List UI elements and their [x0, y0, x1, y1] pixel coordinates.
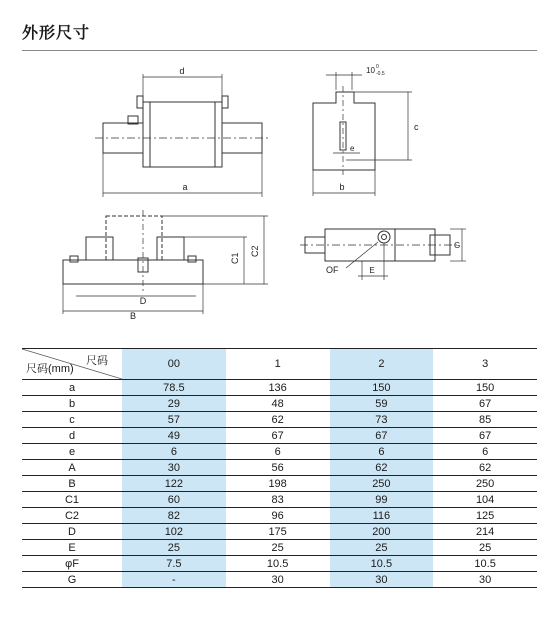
table-cell: 85 [433, 412, 537, 428]
row-label: a [22, 380, 122, 396]
table-header-row [22, 349, 537, 380]
table-cell: 59 [330, 396, 434, 412]
label-E: E [369, 266, 375, 275]
row-label: C2 [22, 508, 122, 524]
table-cell: 25 [433, 540, 537, 556]
page-title: 外形尺寸 [22, 25, 91, 42]
table-cell: 56 [226, 460, 330, 476]
label-OF: OF [326, 265, 339, 275]
table-cell: 96 [226, 508, 330, 524]
row-label: φF [22, 556, 122, 572]
table-cell: 104 [433, 492, 537, 508]
table-cell: 62 [330, 460, 434, 476]
table-cell: 214 [433, 524, 537, 540]
table-cell: 57 [122, 412, 226, 428]
label-D: D [139, 296, 147, 306]
title-divider [22, 50, 537, 51]
label-C1: C1 [230, 252, 240, 264]
table-cell: - [122, 572, 226, 588]
table-cell: 250 [330, 476, 434, 492]
column-header: 2 [330, 349, 434, 380]
table-cell: 25 [226, 540, 330, 556]
table-cell: 62 [433, 460, 537, 476]
table-cell: 78.5 [122, 380, 226, 396]
table-row [22, 492, 537, 508]
table-row [22, 524, 537, 540]
table-cell: 10.5 [226, 556, 330, 572]
table-row [22, 540, 537, 556]
label-tolerance-upper: 0 [376, 64, 379, 70]
table-cell: 67 [226, 428, 330, 444]
header-size-mm: 尺码(mm) [26, 363, 74, 375]
dimension-table [22, 348, 537, 588]
column-header: 00 [122, 349, 226, 380]
table-cell: 67 [330, 428, 434, 444]
dimension-drawings [0, 56, 555, 326]
table-cell: 25 [122, 540, 226, 556]
row-label: b [22, 396, 122, 412]
row-label: D [22, 524, 122, 540]
side-view-drawing [313, 72, 412, 196]
label-d: d [179, 66, 185, 76]
row-label: c [22, 412, 122, 428]
table-cell: 62 [226, 412, 330, 428]
table-row [22, 556, 537, 572]
table-cell: 7.5 [122, 556, 226, 572]
table-cell: 10.5 [433, 556, 537, 572]
table-row [22, 380, 537, 396]
table-cell: 30 [330, 572, 434, 588]
row-label: e [22, 444, 122, 460]
table-cell: 30 [433, 572, 537, 588]
label-c: c [414, 122, 419, 132]
header-size-code: 尺码 [86, 355, 108, 367]
table-cell: 73 [330, 412, 434, 428]
table-row [22, 476, 537, 492]
table-row [22, 396, 537, 412]
table-cell: 6 [330, 444, 434, 460]
row-label: G [22, 572, 122, 588]
table-cell: 48 [226, 396, 330, 412]
table-cell: 6 [122, 444, 226, 460]
table-cell: 29 [122, 396, 226, 412]
table-cell: 175 [226, 524, 330, 540]
row-label: E [22, 540, 122, 556]
table-row [22, 444, 537, 460]
table-cell: 10.5 [330, 556, 434, 572]
table-cell: 30 [226, 572, 330, 588]
table-cell: 198 [226, 476, 330, 492]
table-cell: 122 [122, 476, 226, 492]
row-label: d [22, 428, 122, 444]
table-cell: 82 [122, 508, 226, 524]
table-cell: 67 [433, 396, 537, 412]
label-B: B [129, 311, 137, 321]
row-label: C1 [22, 492, 122, 508]
table-cell: 67 [433, 428, 537, 444]
table-cell: 150 [433, 380, 537, 396]
table-row [22, 572, 537, 588]
table-cell: 6 [226, 444, 330, 460]
label-a: a [182, 182, 188, 192]
top-view-drawing [300, 229, 466, 280]
table-cell: 150 [330, 380, 434, 396]
table-row [22, 460, 537, 476]
table-cell: 200 [330, 524, 434, 540]
table-cell: 6 [433, 444, 537, 460]
label-tolerance-lower: -0.5 [376, 71, 385, 77]
table-cell: 60 [122, 492, 226, 508]
table-cell: 136 [226, 380, 330, 396]
table-cell: 250 [433, 476, 537, 492]
table-row [22, 412, 537, 428]
table-row [22, 508, 537, 524]
front-view-drawing [95, 74, 270, 197]
table-cell: 116 [330, 508, 434, 524]
label-tolerance: 10 [366, 66, 375, 75]
table-cell: 102 [122, 524, 226, 540]
header-corner [22, 349, 122, 380]
label-G: G [454, 241, 461, 250]
label-C2: C2 [250, 245, 260, 257]
table-cell: 125 [433, 508, 537, 524]
table-row [22, 428, 537, 444]
table-cell: 83 [226, 492, 330, 508]
row-label: A [22, 460, 122, 476]
row-label: B [22, 476, 122, 492]
label-e: e [350, 144, 355, 153]
column-header: 3 [433, 349, 537, 380]
table-cell: 30 [122, 460, 226, 476]
column-header: 1 [226, 349, 330, 380]
table-cell: 49 [122, 428, 226, 444]
table-cell: 25 [330, 540, 434, 556]
label-b: b [339, 182, 345, 192]
table-cell: 99 [330, 492, 434, 508]
